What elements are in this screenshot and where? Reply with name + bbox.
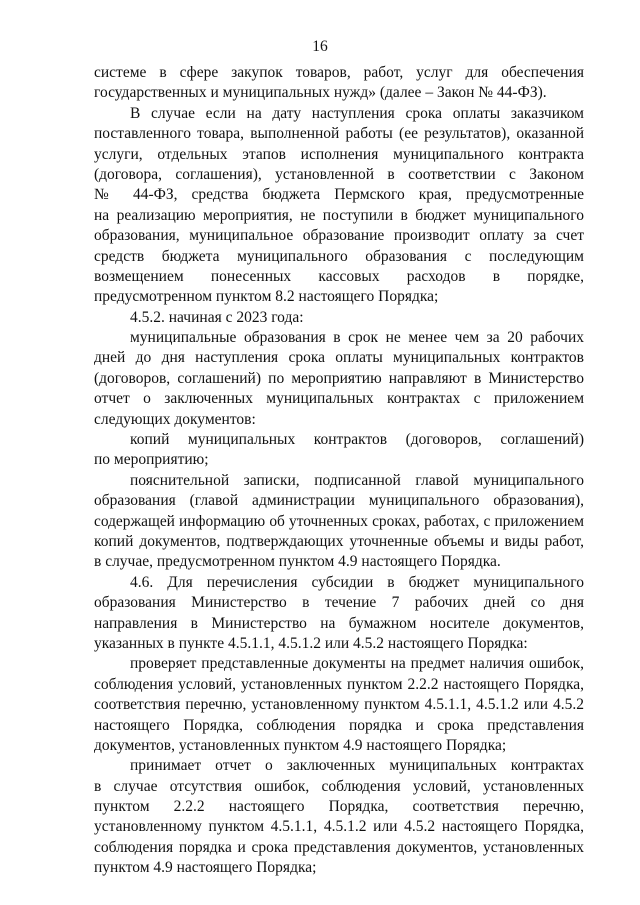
text-line: следующих документов: bbox=[94, 410, 256, 428]
text-line: в случае отсутствия ошибок, соблюдения условий, установленных bbox=[94, 777, 584, 795]
text-line: проверяет представленные документы на предмет наличия ошибок, bbox=[130, 655, 584, 673]
text-line: пояснительной записки, подписанной главой муниципального bbox=[130, 471, 584, 489]
text-line: государственных и муниципальных нужд» (далее – Закон № 44-ФЗ). bbox=[94, 84, 547, 102]
text-line: на реализацию мероприятия, не поступили в бюджет муниципального bbox=[94, 206, 584, 224]
text-line: направления в Министерство на бумажном носителе документов, bbox=[94, 614, 584, 632]
text-line: 4.6. Для перечисления субсидии в бюджет муниципального bbox=[130, 573, 584, 591]
text-line: поставленного товара, выполненной работы (ее результатов), оказанной bbox=[94, 125, 584, 143]
text-line: копий документов, подтверждающих уточненные объемы и виды работ, bbox=[94, 532, 584, 550]
text-line: пунктом 4.9 настоящего Порядка; bbox=[94, 859, 317, 877]
text-line: пунктом 2.2.2 настоящего Порядка, соответствия перечню, bbox=[94, 798, 584, 816]
text-line: 4.5.2. начиная с 2023 года: bbox=[130, 308, 304, 326]
text-line: установленному пунктом 4.5.1.1, 4.5.1.2 или 4.5.2 настоящего Порядка, bbox=[94, 818, 584, 836]
text-line: № 44-ФЗ, средства бюджета Пермского края, предусмотренные bbox=[94, 186, 584, 204]
text-line: услуги, отдельных этапов исполнения муниципального контракта bbox=[94, 145, 584, 163]
text-line: образования Министерство в течение 7 рабочих дней со дня bbox=[94, 594, 584, 612]
text-line: средств бюджета муниципального образования с последующим bbox=[94, 247, 584, 265]
text-line: соответствия перечню, установленному пунктом 4.5.1.1, 4.5.1.2 или 4.5.2 bbox=[94, 696, 584, 714]
text-line: В случае если на дату наступления срока оплаты заказчиком bbox=[130, 104, 584, 122]
text-line: соблюдения условий, установленных пунктом 2.2.2 настоящего Порядка, bbox=[94, 675, 584, 693]
text-line: в случае, предусмотренном пунктом 4.9 настоящего Порядка. bbox=[94, 553, 501, 571]
page-number: 16 bbox=[312, 38, 328, 55]
text-line: по мероприятию; bbox=[94, 451, 209, 469]
text-line: копий муниципальных контрактов (договоров, соглашений) bbox=[130, 431, 584, 449]
text-line: отчет о заключенных муниципальных контрактах с приложением bbox=[94, 390, 584, 408]
text-line: образования, муниципальное образование производит оплату за счет bbox=[94, 227, 584, 245]
text-line: системе в сфере закупок товаров, работ, услуг для обеспечения bbox=[94, 64, 584, 81]
text-line: указанных в пункте 4.5.1.1, 4.5.1.2 или 4.5.2 настоящего Порядка: bbox=[94, 634, 528, 652]
text-line: (договора, соглашения), установленной в соответствии с Законом bbox=[94, 165, 584, 183]
document-body bbox=[94, 63, 584, 879]
text-line: настоящего Порядка, соблюдения порядка и срока представления bbox=[94, 716, 584, 734]
text-line: соблюдения порядка и срока представления документов, установленных bbox=[94, 838, 584, 856]
text-line: принимает отчет о заключенных муниципальных контрактах bbox=[130, 757, 584, 775]
text-line: предусмотренном пунктом 8.2 настоящего Порядка; bbox=[94, 288, 439, 306]
text-line: возмещением понесенных кассовых расходов в порядке, bbox=[94, 267, 584, 285]
text-line: документов, установленных пунктом 4.9 настоящего Порядка; bbox=[94, 736, 507, 754]
text-line: дней до дня наступления срока оплаты муниципальных контрактов bbox=[94, 349, 584, 367]
text-line: муниципальные образования в срок не менее чем за 20 рабочих bbox=[130, 329, 584, 347]
text-line: содержащей информацию об уточненных сроках, работах, с приложением bbox=[94, 512, 584, 530]
text-line: образования (главой администрации муниципального образования), bbox=[94, 492, 584, 510]
text-line: (договоров, соглашений) по мероприятию направляют в Министерство bbox=[94, 369, 584, 387]
